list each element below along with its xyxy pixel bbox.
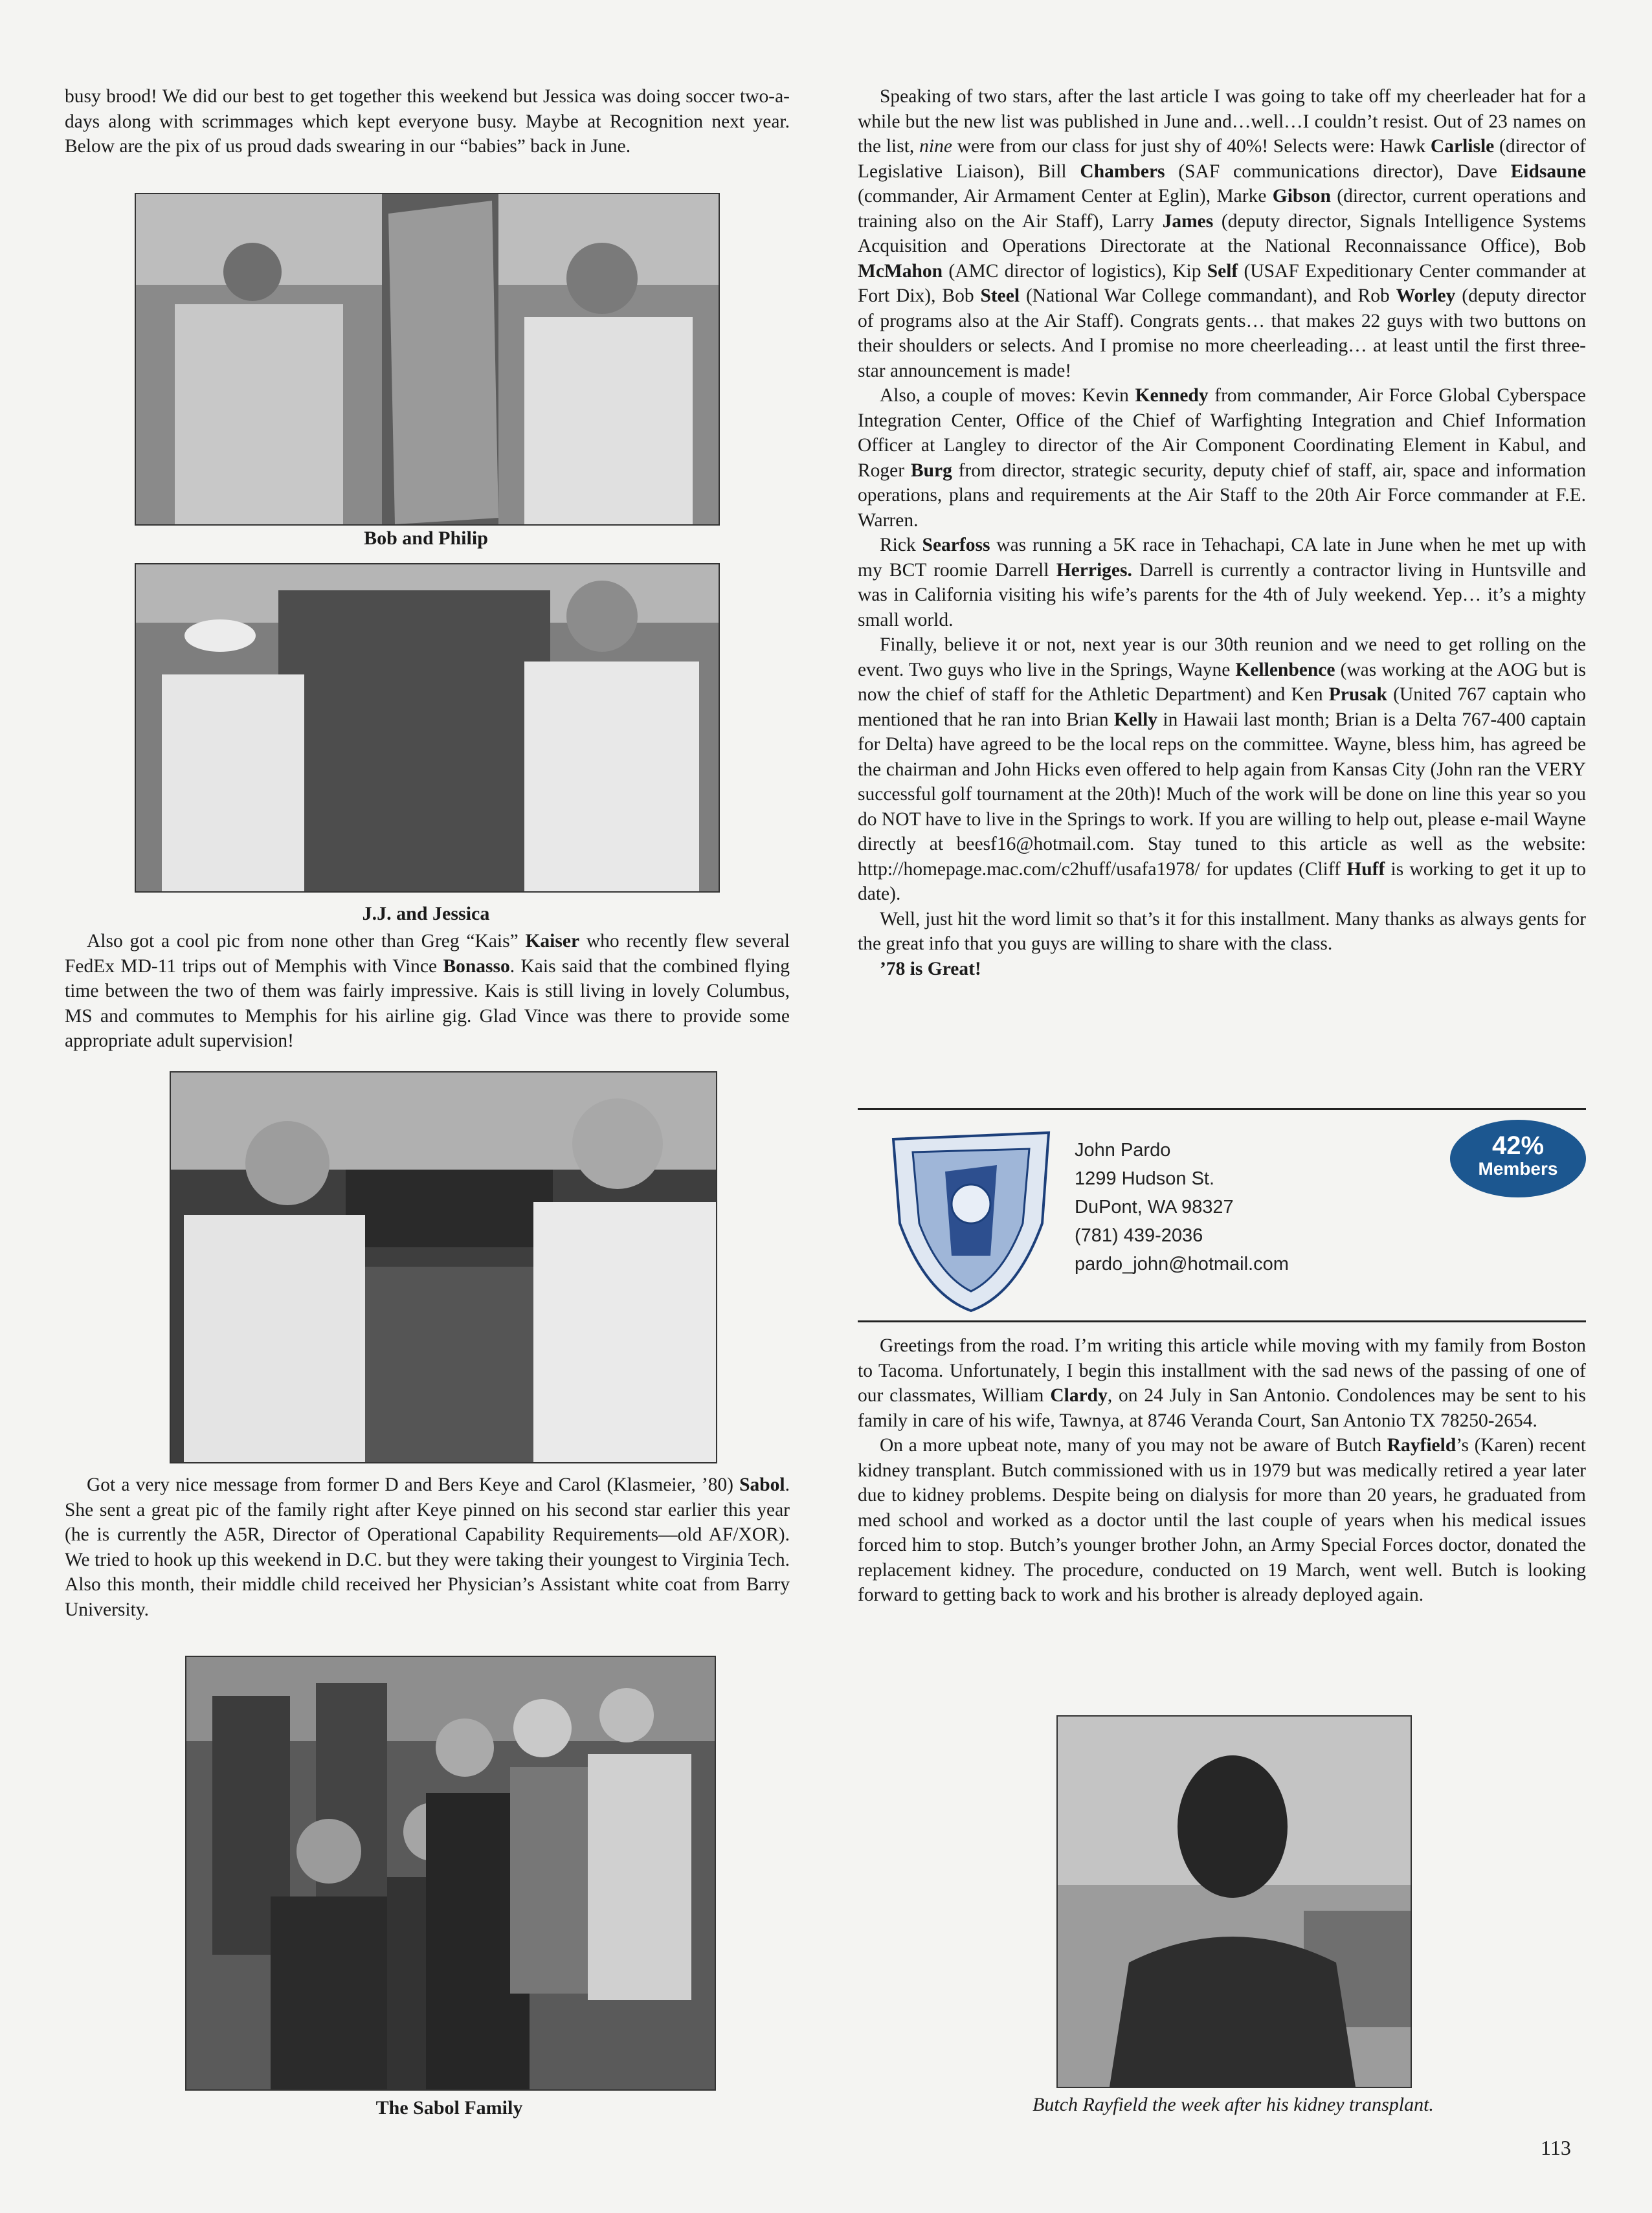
paragraph-two-stars: Speaking of two stars, after the last article I was going to take off my cheerleader hat for a while but the new list was published in June and…well…I couldn’t resist. Out of 23 names on the list, nine were from our class for just shy of 40%! Selects were: Hawk Carlisle (director of Legislative Liaison), Bill Chambers (SAF communications director), Dave Eidsaune (commander, Air Armament Center at Eglin), Marke Gibson (director, current operations and training also on the Air Staff), Larry James (deputy director, Signals Intelligence Systems Acquisition and Operations Directorate at the National Reconnaissance Office), Bob McMahon (AMC director of logistics), Kip Self (USAF Expeditionary Center commander at Fort Dix), Bob Steel (National War College commandant), and Rob Worley (deputy director of programs also at the Air Staff). Congrats gents… that makes 22 guys with two buttons on their shoulders or selects. And I promise no more cheerleading… at least until the first three-star announcement is made! <box>858 86 1587 381</box>
paragraph-reunion: Finally, believe it or not, next year is our 30th reunion and we need to get rolling on the event. Two guys who live in the Springs, Wayne Kellenbence (was working at the AOG but is now the chief of staff for the Athletic Department) and Ken Prusak (United 767 captain who mentioned that he ran into Brian Kelly in Hawaii last month; Brian is a Delta 767-400 captain for Delta) have agreed to be the local reps on the committee. Wayne, bless him, has agreed be the chairman and John Hicks even offered to help again from Kansas City (John ran the VERY successful golf tournament at the 20th)! Much of the work will be done on line this year so you do NOT have to live in the Springs to work. If you are willing to help out, please e-mail Wayne directly at beesf16@hotmail.com. Stay tuned to this article as well as the website: http://homepage.mac.com/c2huff/usafa1978/ for updates (Cliff Huff is working to get it up to date). <box>858 634 1587 904</box>
photo-jj-and-jessica <box>135 563 720 893</box>
contact-block <box>1075 1136 1289 1278</box>
contact-phone: (781) 439-2036 <box>1075 1225 1203 1246</box>
paragraph-moves: Also, a couple of moves: Kevin Kennedy from commander, Air Force Global Cyberspace Integration Center, Office of the Chief of Warfighting Integration and Chief Information Officer at Langley to director of the Air Component Coordinating Element in Kabul, and Roger Burg from director, strategic security, deputy chief of staff, air, space and information operations, plans and requirements at the Air Staff to the 20th Air Force commander at F.E. Warren. <box>858 385 1587 531</box>
section-divider-bottom <box>858 1320 1586 1322</box>
contact-street: 1299 Hudson St. <box>1075 1168 1215 1189</box>
paragraph-searfoss: Rick Searfoss was running a 5K race in Tehachapi, CA late in June when he met up with my BCT roomie Darrell Herriges. Darrell is currently a contractor living in Huntsville and was in California visiting his wife’s parents for the 4th of July weekend. Yep… it’s a mighty small world. <box>858 535 1586 630</box>
right-column-lower <box>858 1333 1586 1608</box>
left-column <box>65 84 790 159</box>
caption-jj-and-jessica: J.J. and Jessica <box>362 903 490 924</box>
caption-sabol-family: The Sabol Family <box>375 2097 523 2118</box>
membership-label: Members <box>1478 1159 1558 1179</box>
photo-sabol-family <box>185 1656 716 2091</box>
photo-cockpit <box>170 1071 717 1463</box>
paragraph-family: busy brood! We did our best to get together this weekend but Jessica was doing soccer two-a-days along with scrimmages which kept everyone busy. Maybe at Recognition next year. Below are the pix of us proud dads swearing in our “babies” back in June. <box>65 86 790 157</box>
section-divider-top <box>858 1108 1586 1110</box>
paragraph-closing: Well, just hit the word limit so that’s it for this installment. Many thanks as always gents for the great info that you guys are willing to share with the class. <box>858 908 1586 954</box>
paragraph-greetings: Greetings from the road. I’m writing this article while moving with my family from Boston to Tacoma. Unfortunately, I begin this installment with the sad news of the passing of one of our classmates, William Clardy, on 24 July in San Antonio. Condolences may be sent to his family in care of his wife, Tawnya, at 8746 Veranda Court, San Antonio TX 78250-2654. <box>858 1335 1586 1431</box>
class-motto: ’78 is Great! <box>880 958 981 979</box>
contact-name: John Pardo <box>1075 1140 1171 1161</box>
paragraph-rayfield: On a more upbeat note, many of you may not be aware of Butch Rayfield’s (Karen) recent kidney transplant. Butch commissioned with us in 1979 but was medically retired a year later due to kidney problems. Despite being on dialysis for more than 20 years, he graduated from med school and worked as a doctor until the last couple of years when his medical issues forced him to stop. Butch’s younger brother John, an Army Special Forces doctor, donated the replacement kidney. The procedure, conducted on 19 March, went well. Butch is looking forward to getting back to work and his brother is already deployed again. <box>858 1435 1586 1605</box>
caption-butch-rayfield: Butch Rayfield the week after his kidney transplant. <box>1032 2094 1434 2115</box>
paragraph-kaiser: Also got a cool pic from none other than Greg “Kais” Kaiser who recently flew several FedEx MD-11 trips out of Memphis with Vince Bonasso. Kais said that the combined flying time between the two of them was fairly impressive. Kais is still living in lovely Columbus, MS and commutes to Memphis for his airline gig. Glad Vince was there to provide some appropriate adult supervision! <box>65 931 790 1051</box>
class-crest-logo <box>887 1126 1055 1314</box>
photo-butch-rayfield <box>1056 1715 1412 2088</box>
paragraph-sabol: Got a very nice message from former D and Bers Keye and Carol (Klasmeier, ’80) Sabol. She sent a great pic of the family right after Keye pinned on his second star earlier this year (he is currently the A5R, Director of Operational Capability Requirements—old AF/XOR). We tried to hook up this weekend in D.C. but they were taking their youngest to Virginia Tech. Also this month, their middle child received her Physician’s Assistant white coat from Barry University. <box>65 1474 790 1620</box>
photo-bob-and-philip <box>135 193 720 526</box>
membership-badge <box>1450 1120 1586 1197</box>
caption-bob-and-philip: Bob and Philip <box>364 528 488 549</box>
right-column <box>858 84 1586 981</box>
membership-percent: 42% <box>1491 1131 1545 1160</box>
contact-email[interactable]: pardo_john@hotmail.com <box>1075 1254 1289 1274</box>
page-number: 113 <box>1541 2136 1571 2159</box>
contact-city: DuPont, WA 98327 <box>1075 1197 1234 1218</box>
left-column-lower <box>65 1473 790 1622</box>
left-column-middle <box>65 929 790 1054</box>
